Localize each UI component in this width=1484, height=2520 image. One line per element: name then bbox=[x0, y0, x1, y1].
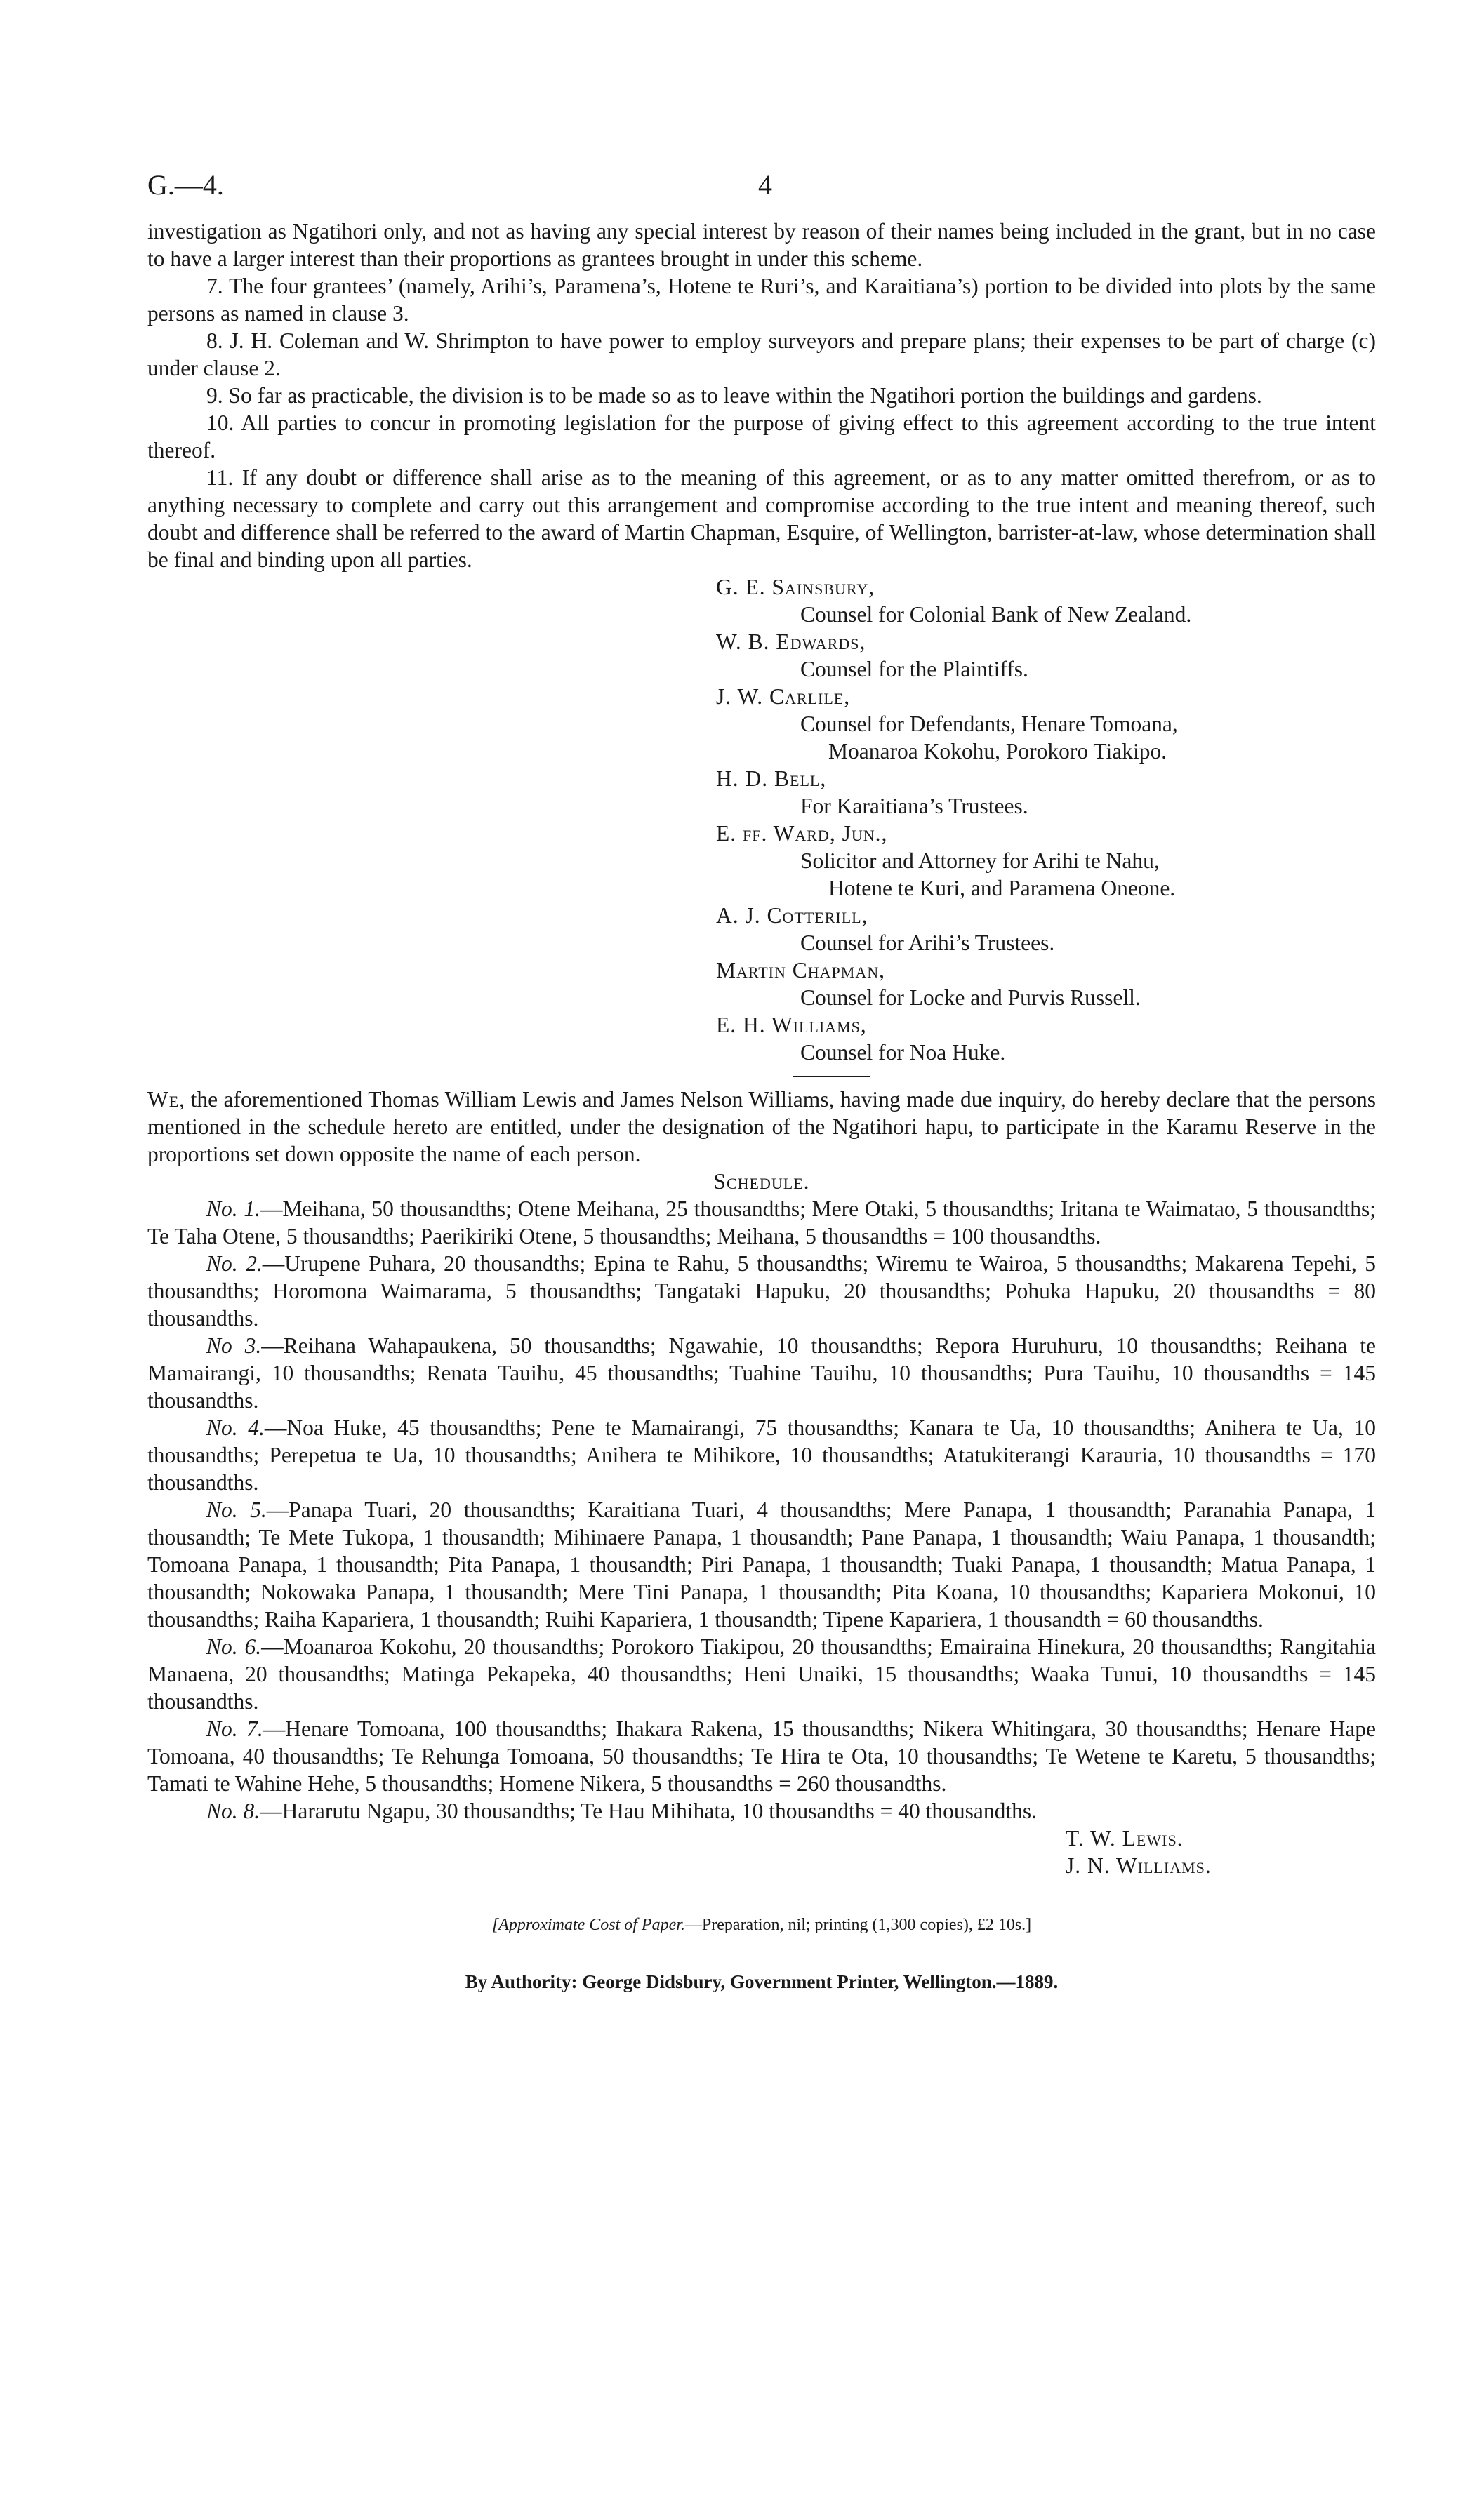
entry-number: No. 1. bbox=[206, 1196, 261, 1221]
signatory-role-continued: Moanaroa Kokohu, Porokoro Tiakipo. bbox=[828, 739, 1167, 764]
entry-text: —Panapa Tuari, 20 thousandths; Karaitiana Tuari, 4 thousandths; Mere Panapa, 1 thousandth; Paranahia Panapa, 1 thousandth; Te Mete Tukopa, 1 thousandth; Mihinaere Panapa, 1 thousandth; Pane Panapa, 1 thousandth; Waiu Panapa, 1 thousandth; Tomoana Panapa, 1 thousandth; Pita Panapa, 1 thousandth; Piri Panapa, 1 thousandth; Tuaki Panapa, 1 thousandth; Matua Panapa, 1 thousandth; Nokowaka Panapa, 1 thousandth; Mere Tini Panapa, 1 thousandth; Pita Koana, 10 thousandths; Kapariera Mokonui, 10 thousandths; Raiha Kapariera, 1 thousandth; Ruihi Kapariera, 1 thousandth; Tipene Kapariera, 1 thousandth = 60 thousandths. bbox=[147, 1498, 1376, 1632]
signatory-name: J. W. Carlile, bbox=[716, 684, 851, 709]
clause-7: 7. The four grantees’ (namely, Arihi’s, Paramena’s, Hotene te Ruri’s, and Karaitiana’s) portion to be divided into plots by the same persons as named in clause 3. bbox=[147, 274, 1376, 326]
entry-number: No. 6. bbox=[206, 1634, 262, 1659]
schedule-entry bbox=[147, 1633, 1376, 1715]
schedule-entry bbox=[147, 1414, 1376, 1496]
document-page bbox=[147, 168, 1376, 1993]
authority-line: By Authority: George Didsbury, Government Printer, Wellington.—1889. bbox=[465, 1971, 1059, 1992]
signatory-role: Counsel for Locke and Purvis Russell. bbox=[800, 985, 1141, 1010]
entry-text: —Reihana Wahapaukena, 50 thousandths; Ngawahie, 10 thousandths; Repora Huruhuru, 10 thousandths; Reihana te Mamairangi, 10 thousandths; Renata Tauihu, 45 thousandths; Tuahine Tauihu, 10 thousandths; Pura Tauihu, 10 thousandths = 145 thousandths. bbox=[147, 1333, 1376, 1413]
clause-10: 10. All parties to concur in promoting legislation for the purpose of giving effect to this agreement according to the true intent thereof. bbox=[147, 411, 1376, 462]
signatory-role: Counsel for Defendants, Henare Tomoana, bbox=[800, 712, 1178, 736]
signatory-role: Solicitor and Attorney for Arihi te Nahu, bbox=[800, 848, 1160, 873]
page-number: 4 bbox=[758, 169, 772, 201]
schedule-entry bbox=[147, 1797, 1376, 1825]
entry-text: —Hararutu Ngapu, 30 thousandths; Te Hau Mihihata, 10 thousandths = 40 thousandths. bbox=[260, 1799, 1037, 1823]
entry-number: No. 2. bbox=[206, 1251, 263, 1276]
cost-note bbox=[147, 1916, 1376, 1935]
entry-text: —Urupene Puhara, 20 thousandths; Epina te Rahu, 5 thousandths; Wiremu te Wairoa, 5 thousandths; Makarena Tepehi, 5 thousandths; Horomona Waimarama, 5 thousandths; Tangataki Hapuku, 20 thousandths; Pohuka Hapuku, 20 thousandths = 80 thousandths. bbox=[147, 1251, 1376, 1331]
schedule-entry bbox=[147, 1715, 1376, 1797]
schedule-signatures bbox=[1066, 1825, 1376, 1879]
schedule-entry bbox=[147, 1195, 1376, 1250]
signatory-name: W. B. Edwards, bbox=[716, 629, 866, 654]
signatory-name: Martin Chapman, bbox=[716, 958, 886, 982]
cost-text: —Preparation, nil; printing (1,300 copies), £2 10s.] bbox=[684, 1916, 1032, 1934]
signatory-role-continued: Hotene te Kuri, and Paramena Oneone. bbox=[828, 876, 1176, 900]
declaration-paragraph bbox=[147, 1086, 1376, 1168]
signatory-role: Counsel for the Plaintiffs. bbox=[800, 657, 1028, 681]
paragraph-continuation: investigation as Ngatihori only, and not as having any special interest by reason of their names being included in the grant, but in no case to have a larger interest than their proportions as grantees brought in under this scheme. bbox=[147, 219, 1376, 271]
schedule-entry bbox=[147, 1250, 1376, 1332]
schedule-entry bbox=[147, 1496, 1376, 1633]
clause-9: 9. So far as practicable, the division is to be made so as to leave within the Ngatihori portion the buildings and gardens. bbox=[206, 383, 1262, 408]
entry-text: —Noa Huke, 45 thousandths; Pene te Mamairangi, 75 thousandths; Kanara te Ua, 10 thousandths; Anihera te Ua, 10 thousandths; Perepetua te Ua, 10 thousandths; Anihera te Mihikore, 10 thousandths; Atatukiterangi Karauria, 10 thousandths = 170 thousandths. bbox=[147, 1415, 1376, 1495]
signatory-role: For Karaitiana’s Trustees. bbox=[800, 794, 1028, 818]
schedule-entry bbox=[147, 1332, 1376, 1414]
entry-number: No. 4. bbox=[206, 1415, 265, 1440]
clause-11: 11. If any doubt or difference shall arise as to the meaning of this agreement, or as to any matter omitted therefrom, or as to anything necessary to complete and carry out this arrangement and compromise according to the true intent and meaning thereof, such doubt and difference shall be referred to the award of Martin Chapman, Esquire, of Wellington, barrister-at-law, whose determination shall be final and binding upon all parties. bbox=[147, 465, 1376, 572]
page-header bbox=[147, 168, 1376, 218]
entry-text: —Meihana, 50 thousandths; Otene Meihana, 25 thousandths; Mere Otaki, 5 thousandths; Iritana te Waimatao, 5 thousandths; Te Taha Otene, 5 thousandths; Paerikiriki Otene, 5 thousandths; Meihana, 5 thousandths = 100 thousandths. bbox=[147, 1196, 1376, 1248]
signature-block bbox=[716, 573, 1376, 1066]
entry-text: —Moanaroa Kokohu, 20 thousandths; Porokoro Tiakipou, 20 thousandths; Emairaina Hinekura, 20 thousandths; Rangitahia Manaena, 20 thousandths; Matinga Pekapeka, 40 thousandths; Heni Unaiki, 15 thousandths; Waaka Tunui, 10 thousandths = 145 thousandths. bbox=[147, 1634, 1376, 1714]
declaration-lead: We bbox=[147, 1087, 180, 1112]
declaration-text: , the aforementioned Thomas William Lewis and James Nelson Williams, having made due inquiry, do hereby declare that the persons mentioned in the schedule hereto are entitled, under the designation of the Ngatihori hapu, to participate in the Karamu Reserve in the proportions set down opposite the name of each person. bbox=[147, 1087, 1376, 1166]
signatory-role: Counsel for Noa Huke. bbox=[800, 1040, 1006, 1065]
signatory-name: E. H. Williams, bbox=[716, 1013, 867, 1037]
signatory-name: A. J. Cotterill, bbox=[716, 903, 868, 928]
clause-8: 8. J. H. Coleman and W. Shrimpton to have power to employ surveyors and prepare plans; their expenses to be part of charge (c) under clause 2. bbox=[147, 328, 1376, 380]
entry-number: No. 5. bbox=[206, 1498, 267, 1522]
entry-text: —Henare Tomoana, 100 thousandths; Ihakara Rakena, 15 thousandths; Nikera Whitingara, 30 thousandths; Henare Hape Tomoana, 40 thousandths; Te Rehunga Tomoana, 50 thousandths; Te Hira te Ota, 10 thousandths; Te Wetene te Karetu, 5 thousandths; Tamati te Wahine Hehe, 5 thousandths; Homene Nikera, 5 thousandths = 260 thousandths. bbox=[147, 1716, 1376, 1796]
entry-number: No. 8. bbox=[206, 1799, 260, 1823]
signatory-role: Counsel for Colonial Bank of New Zealand. bbox=[800, 602, 1192, 627]
signature-lewis: T. W. Lewis. bbox=[1066, 1826, 1184, 1851]
entry-number: No. 7. bbox=[206, 1716, 263, 1741]
signatory-role: Counsel for Arihi’s Trustees. bbox=[800, 931, 1055, 955]
section-divider bbox=[793, 1076, 870, 1077]
signatory-name: H. D. Bell, bbox=[716, 766, 827, 791]
signatory-name: G. E. Sainsbury, bbox=[716, 575, 875, 599]
schedule-title: Schedule. bbox=[713, 1169, 810, 1194]
cost-label: [Approximate Cost of Paper. bbox=[491, 1916, 685, 1934]
paper-reference: G.—4. bbox=[147, 169, 224, 201]
signatory-name: E. ff. Ward, Jun., bbox=[716, 821, 888, 846]
entry-number: No 3. bbox=[206, 1333, 262, 1358]
signature-williams: J. N. Williams. bbox=[1066, 1853, 1212, 1878]
